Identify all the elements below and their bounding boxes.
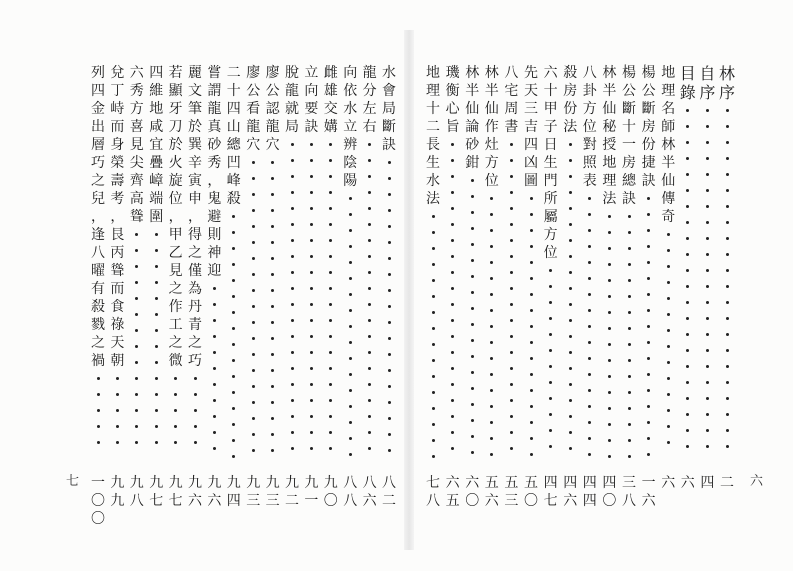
left-toc-entry[interactable] bbox=[322, 64, 340, 509]
toc-entry-title: 先 天 三 吉 四 凶 圖 bbox=[524, 65, 538, 189]
toc-entry-title: 八 宅 周 書 bbox=[504, 65, 519, 135]
toc-entry-title: 六 十 甲 子 日 生 門 所 屬 方 位 bbox=[543, 65, 558, 261]
left-toc-entry[interactable] bbox=[380, 64, 398, 509]
left-toc-entry[interactable] bbox=[128, 64, 146, 509]
right-toc-entry[interactable] bbox=[561, 64, 579, 509]
toc-leader-dots bbox=[252, 154, 255, 458]
toc-entry-title: 向 依 水 立 辨 陰 陽 bbox=[343, 65, 358, 189]
right-toc-entry[interactable] bbox=[640, 64, 658, 509]
left-toc-entry[interactable] bbox=[108, 64, 126, 509]
toc-entry-title: 林 序 bbox=[718, 64, 735, 102]
toc-entry-title: 璣 衡 心 旨 bbox=[445, 65, 460, 135]
toc-leader-dots bbox=[686, 102, 689, 454]
toc-entry-page: 九 〇 bbox=[323, 475, 338, 509]
toc-entry-page: 四 bbox=[700, 475, 715, 491]
right-toc-entry[interactable] bbox=[444, 64, 462, 509]
toc-entry-title: 嘗 謂 龍 真 砂 秀 ， 鬼 避 則 神 迎 bbox=[207, 65, 222, 279]
toc-leader-dots bbox=[549, 262, 552, 454]
left-toc-entry[interactable] bbox=[361, 64, 379, 509]
page-number-right: 六 bbox=[750, 474, 764, 489]
toc-entry-page: 四 〇 bbox=[602, 475, 617, 509]
toc-entry-title: 雌 雄 交 媾 bbox=[323, 65, 338, 135]
toc-leader-dots bbox=[432, 208, 435, 464]
left-toc-entry[interactable] bbox=[186, 64, 204, 509]
left-toc-entry[interactable] bbox=[302, 64, 320, 509]
toc-entry-title: 脫 龍 就 局 bbox=[285, 65, 299, 135]
toc-entry-title: 目 錄 bbox=[679, 64, 696, 102]
page-number-left: 七 bbox=[66, 474, 80, 489]
toc-entry-title: 立 向 要 訣 bbox=[304, 65, 319, 135]
toc-entry-page: 九 三 bbox=[265, 475, 280, 509]
toc-entry-page: 九 二 bbox=[285, 475, 299, 509]
toc-entry-page: 一 六 bbox=[641, 475, 656, 509]
toc-leader-dots bbox=[530, 190, 533, 462]
right-toc-entry[interactable] bbox=[600, 64, 618, 509]
toc-entry-page: 四 七 bbox=[543, 475, 558, 509]
toc-leader-dots bbox=[329, 136, 332, 456]
toc-leader-dots bbox=[510, 136, 513, 456]
toc-leader-dots bbox=[213, 280, 216, 456]
toc-leader-dots bbox=[174, 370, 177, 450]
toc-entry-page: 八 六 bbox=[362, 475, 377, 509]
toc-entry-page: 六 bbox=[661, 475, 676, 491]
toc-entry-page: 七 八 bbox=[426, 475, 440, 509]
toc-entry-title: 楊 公 斷 房 份 捷 訣 bbox=[641, 65, 656, 189]
toc-entry-title: 楊 公 斷 十 一 房 總 訣 bbox=[622, 65, 636, 207]
toc-entry-page: 五 六 bbox=[484, 475, 499, 509]
toc-entry-page: 九 九 bbox=[110, 475, 125, 509]
right-toc-entry[interactable] bbox=[659, 64, 677, 491]
toc-leader-dots bbox=[97, 370, 100, 450]
toc-leader-dots bbox=[569, 136, 572, 456]
toc-leader-dots bbox=[271, 154, 274, 458]
left-toc-entry[interactable] bbox=[244, 64, 262, 509]
toc-entry-title: 林 半 仙 作 灶 方 位 bbox=[484, 65, 499, 189]
right-toc-entry[interactable] bbox=[581, 64, 599, 509]
right-toc-entry[interactable] bbox=[522, 64, 540, 509]
left-toc-entry[interactable] bbox=[225, 64, 243, 509]
toc-entry-page: 九 四 bbox=[226, 475, 241, 509]
toc-entry-title: 地 理 名 師 林 半 仙 傳 奇 bbox=[661, 65, 676, 225]
toc-entry-title: 麗 文 筆 於 巽 辛 寅 申 ， 得 之 僅 為 丹 青 之 巧 bbox=[188, 65, 202, 369]
toc-leader-dots bbox=[349, 190, 352, 462]
toc-entry-page: 六 bbox=[680, 475, 695, 491]
toc-entry-page: 九 七 bbox=[149, 475, 164, 509]
toc-leader-dots bbox=[667, 226, 670, 450]
toc-leader-dots bbox=[451, 136, 454, 456]
left-toc-entry[interactable] bbox=[147, 64, 165, 509]
toc-leader-dots bbox=[291, 136, 294, 456]
toc-leader-dots bbox=[490, 190, 493, 462]
toc-entry-page: 一 〇 〇 bbox=[91, 475, 105, 527]
toc-leader-dots bbox=[588, 190, 591, 462]
toc-entry-page: 八 八 bbox=[343, 475, 358, 509]
left-toc-entry[interactable] bbox=[264, 64, 282, 509]
toc-entry-page: 九 八 bbox=[129, 475, 144, 509]
right-toc-entry[interactable] bbox=[679, 64, 697, 491]
toc-entry-title: 廖 公 看 龍 穴 bbox=[246, 65, 261, 153]
toc-entry-title: 自 序 bbox=[699, 64, 716, 102]
right-toc-entry[interactable] bbox=[463, 64, 481, 509]
toc-entry-page: 九 三 bbox=[246, 475, 261, 509]
toc-entry-title: 水 會 局 斷 訣 bbox=[382, 65, 396, 153]
right-toc-entry[interactable] bbox=[542, 64, 560, 509]
toc-entry-page: 八 二 bbox=[382, 475, 396, 509]
toc-entry-page: 四 四 bbox=[582, 475, 597, 509]
toc-entry-title: 二 十 四 山 總 凹 峰 殺 bbox=[226, 65, 241, 207]
toc-leader-dots bbox=[608, 208, 611, 464]
right-toc-entry[interactable] bbox=[502, 64, 520, 509]
toc-entry-title: 列 四 金 出 層 巧 之 兒 ， 逢 八 曜 有 殺 戮 之 禍 bbox=[91, 65, 105, 369]
toc-entry-page: 六 五 bbox=[445, 475, 460, 509]
toc-entry-page: 五 三 bbox=[504, 475, 519, 509]
toc-entry-title: 地 理 十 二 長 生 水 法 bbox=[426, 65, 440, 207]
toc-leader-dots bbox=[135, 226, 138, 450]
toc-entry-page: 九 六 bbox=[207, 475, 222, 509]
toc-entry-title: 龍 分 左 右 bbox=[362, 65, 377, 135]
toc-entry-page: 二 bbox=[720, 475, 734, 491]
left-toc-entry[interactable] bbox=[283, 64, 301, 509]
toc-leader-dots bbox=[706, 102, 709, 454]
left-toc-entry[interactable] bbox=[167, 64, 185, 509]
left-toc-entry[interactable] bbox=[341, 64, 359, 509]
toc-leader-dots bbox=[388, 154, 391, 458]
book-gutter bbox=[404, 30, 414, 550]
toc-entry-title: 廖 公 認 龍 穴 bbox=[265, 65, 280, 153]
toc-entry-page: 四 六 bbox=[563, 475, 578, 509]
toc-entry-title: 林 半 仙 論 砂 鉗 bbox=[465, 65, 480, 171]
toc-leader-dots bbox=[628, 208, 631, 464]
toc-leader-dots bbox=[368, 136, 371, 456]
toc-entry-title: 四 維 地 咸 宜 疊 嶂 端 圍 bbox=[149, 65, 164, 225]
right-toc-entry[interactable] bbox=[424, 64, 442, 509]
toc-leader-dots bbox=[647, 190, 650, 462]
toc-leader-dots bbox=[116, 370, 119, 450]
toc-leader-dots bbox=[155, 226, 158, 450]
left-toc-entry[interactable] bbox=[89, 64, 107, 527]
right-toc-entry[interactable] bbox=[483, 64, 501, 509]
toc-leader-dots bbox=[726, 102, 729, 454]
toc-leader-dots bbox=[232, 208, 235, 464]
toc-leader-dots bbox=[471, 172, 474, 460]
left-toc-entry[interactable] bbox=[205, 64, 223, 509]
toc-entry-page: 九 一 bbox=[304, 475, 319, 509]
toc-entry-page: 六 〇 bbox=[465, 475, 480, 509]
toc-entry-page: 九 六 bbox=[188, 475, 202, 509]
toc-entry-title: 六 秀 方 喜 見 尖 齊 高 聳 bbox=[129, 65, 144, 225]
right-toc-entry[interactable] bbox=[698, 64, 716, 491]
toc-leader-dots bbox=[194, 370, 197, 450]
toc-leader-dots bbox=[310, 136, 313, 456]
right-toc-entry[interactable] bbox=[620, 64, 638, 509]
toc-entry-title: 若 顯 牙 刀 於 火 旋 位 ， 甲 乙 見 之 作 工 之 微 bbox=[168, 65, 183, 369]
right-toc-entry[interactable] bbox=[718, 64, 736, 491]
toc-entry-page: 三 八 bbox=[622, 475, 636, 509]
toc-entry-title: 八 卦 方 位 對 照 表 bbox=[582, 65, 597, 189]
toc-entry-title: 林 半 仙 秘 授 地 理 法 bbox=[602, 65, 617, 207]
toc-entry-title: 殺 房 份 法 bbox=[563, 65, 578, 135]
toc-entry-page: 九 七 bbox=[168, 475, 183, 509]
toc-entry-page: 五 〇 bbox=[524, 475, 538, 509]
toc-entry-title: 兌 丁 峙 而 身 榮 壽 考 ， 艮 丙 聳 而 食 祿 天 朝 bbox=[110, 65, 125, 369]
